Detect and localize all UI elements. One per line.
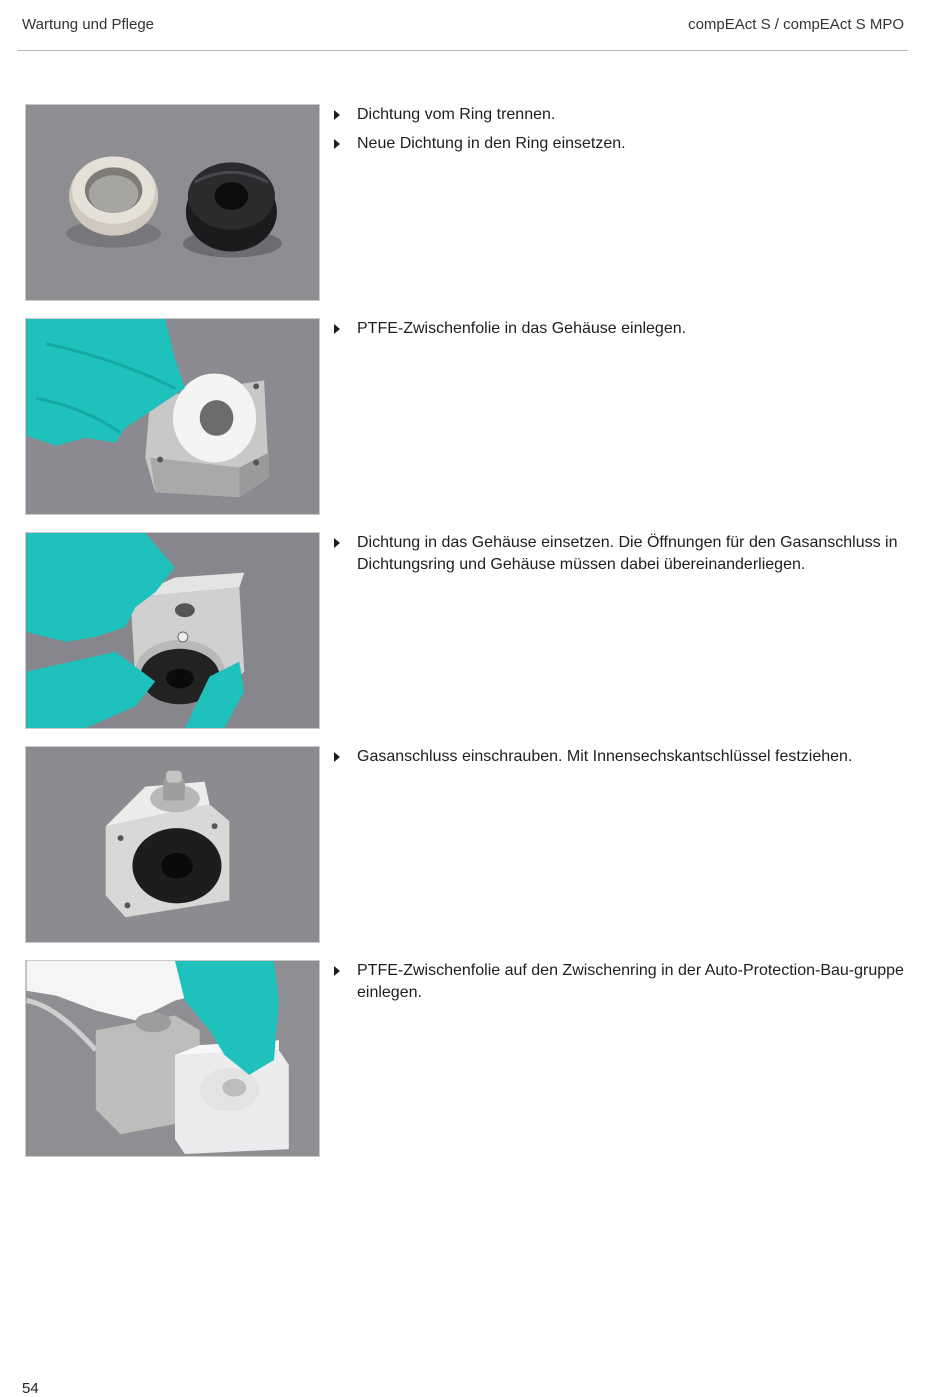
bullet-arrow-icon [334,966,340,976]
photo-ptfe-foil-housing [25,318,320,515]
bullet-arrow-icon [334,110,340,120]
step-2-instruction-1: PTFE-Zwischenfolie in das Gehäuse einlegen. [332,318,912,340]
step-1-instruction-1: Dichtung vom Ring trennen. [332,104,912,126]
step-3 [332,532,912,583]
step-4 [332,746,912,775]
step-4-instruction-1: Gasanschluss einschrauben. Mit Innensechskantschlüssel festziehen. [332,746,912,768]
step-1-instruction-2: Neue Dichtung in den Ring einsetzen. [332,133,912,155]
header-divider [17,50,908,51]
photo-seal-into-housing [25,532,320,729]
page-number: 54 [22,1380,39,1397]
step-3-instruction-1: Dichtung in das Gehäuse einsetzen. Die Öffnungen für den Gasanschluss in Dichtungsring und Gehäuse müssen dabei übereinanderliegen. [332,532,912,576]
step-2 [332,318,912,347]
step-5-instruction-1: PTFE-Zwischenfolie auf den Zwischenring in der Auto-Protection-Bau-gruppe einlegen. [332,960,912,1004]
photo-gas-connector [25,746,320,943]
bullet-arrow-icon [334,139,340,149]
bullet-arrow-icon [334,752,340,762]
step-1 [332,104,912,162]
bullet-arrow-icon [334,324,340,334]
bullet-arrow-icon [334,538,340,548]
header-section-title: Wartung und Pflege [22,16,155,33]
photo-seal-and-ring [25,104,320,301]
header-product-name: compEAct S / compEAct S MPO [688,16,904,33]
step-5 [332,960,912,1011]
photo-auto-protection-assembly [25,960,320,1157]
